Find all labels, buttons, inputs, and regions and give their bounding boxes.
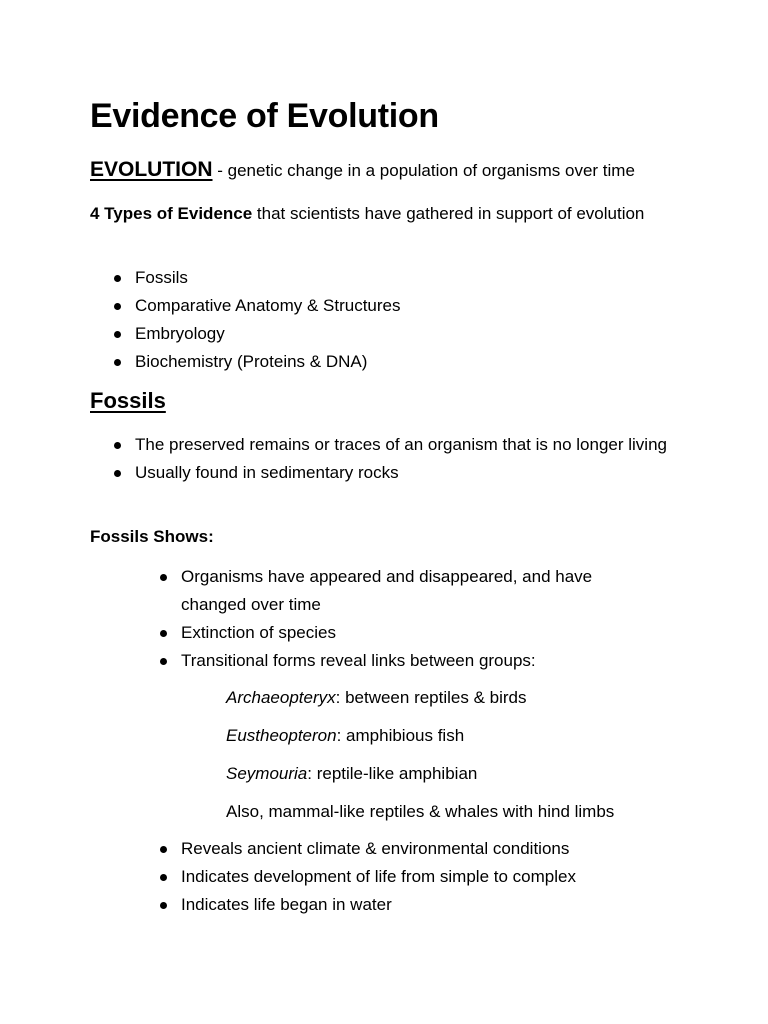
bullet-icon — [160, 874, 167, 881]
page-title: Evidence of Evolution — [90, 97, 439, 135]
types-intro-bold: 4 Types of Evidence — [90, 204, 253, 223]
bullet-icon — [160, 658, 167, 665]
bullet-icon — [160, 902, 167, 909]
types-intro-rest: that scientists have gathered in support of evolution — [252, 204, 645, 223]
transitional-examples — [226, 684, 706, 836]
fossils-shows-list — [136, 563, 656, 675]
bullet-icon — [114, 303, 121, 310]
example-desc: : reptile-like amphibian — [307, 764, 478, 783]
bullet-icon — [114, 275, 121, 282]
definition-text: - genetic change in a population of organisms over time — [212, 161, 635, 180]
list-item: Reveals ancient climate & environmental conditions — [136, 835, 696, 863]
example-desc: : amphibious fish — [336, 726, 465, 745]
types-intro — [90, 200, 650, 228]
list-item: The preserved remains or traces of an organism that is no longer living — [90, 431, 690, 459]
list-item: Biochemistry (Proteins & DNA) — [90, 348, 690, 376]
list-item: Organisms have appeared and disappeared, and have changed over time — [136, 563, 656, 619]
bullet-icon — [114, 442, 121, 449]
example-line — [226, 722, 706, 750]
list-item: Embryology — [90, 320, 690, 348]
fossils-shows-label: Fossils Shows: — [90, 527, 214, 546]
fossils-shows-list-continued — [136, 835, 696, 919]
example-also: Also, mammal-like reptiles & whales with hind limbs — [226, 802, 615, 821]
bullet-icon — [114, 470, 121, 477]
example-name: Archaeopteryx — [226, 688, 336, 707]
example-line — [226, 684, 706, 712]
bullet-icon — [114, 359, 121, 366]
bullet-icon — [160, 574, 167, 581]
definition-term: EVOLUTION — [90, 158, 213, 181]
example-name: Eustheopteron — [226, 726, 337, 745]
evidence-types-list — [90, 264, 690, 376]
fossils-heading: Fossils — [90, 388, 166, 413]
list-item: Usually found in sedimentary rocks — [90, 459, 690, 487]
example-desc: : between reptiles & birds — [335, 688, 527, 707]
list-item: Fossils — [90, 264, 690, 292]
list-item: Comparative Anatomy & Structures — [90, 292, 690, 320]
bullet-icon — [160, 846, 167, 853]
fossils-definition-list — [90, 431, 690, 487]
bullet-icon — [160, 630, 167, 637]
example-line — [226, 760, 706, 788]
list-item: Extinction of species — [136, 619, 656, 647]
evolution-definition — [90, 158, 635, 182]
list-item: Transitional forms reveal links between groups: — [136, 647, 656, 675]
example-name: Seymouria — [226, 764, 308, 783]
list-item: Indicates life began in water — [136, 891, 696, 919]
bullet-icon — [114, 331, 121, 338]
list-item: Indicates development of life from simple to complex — [136, 863, 696, 891]
